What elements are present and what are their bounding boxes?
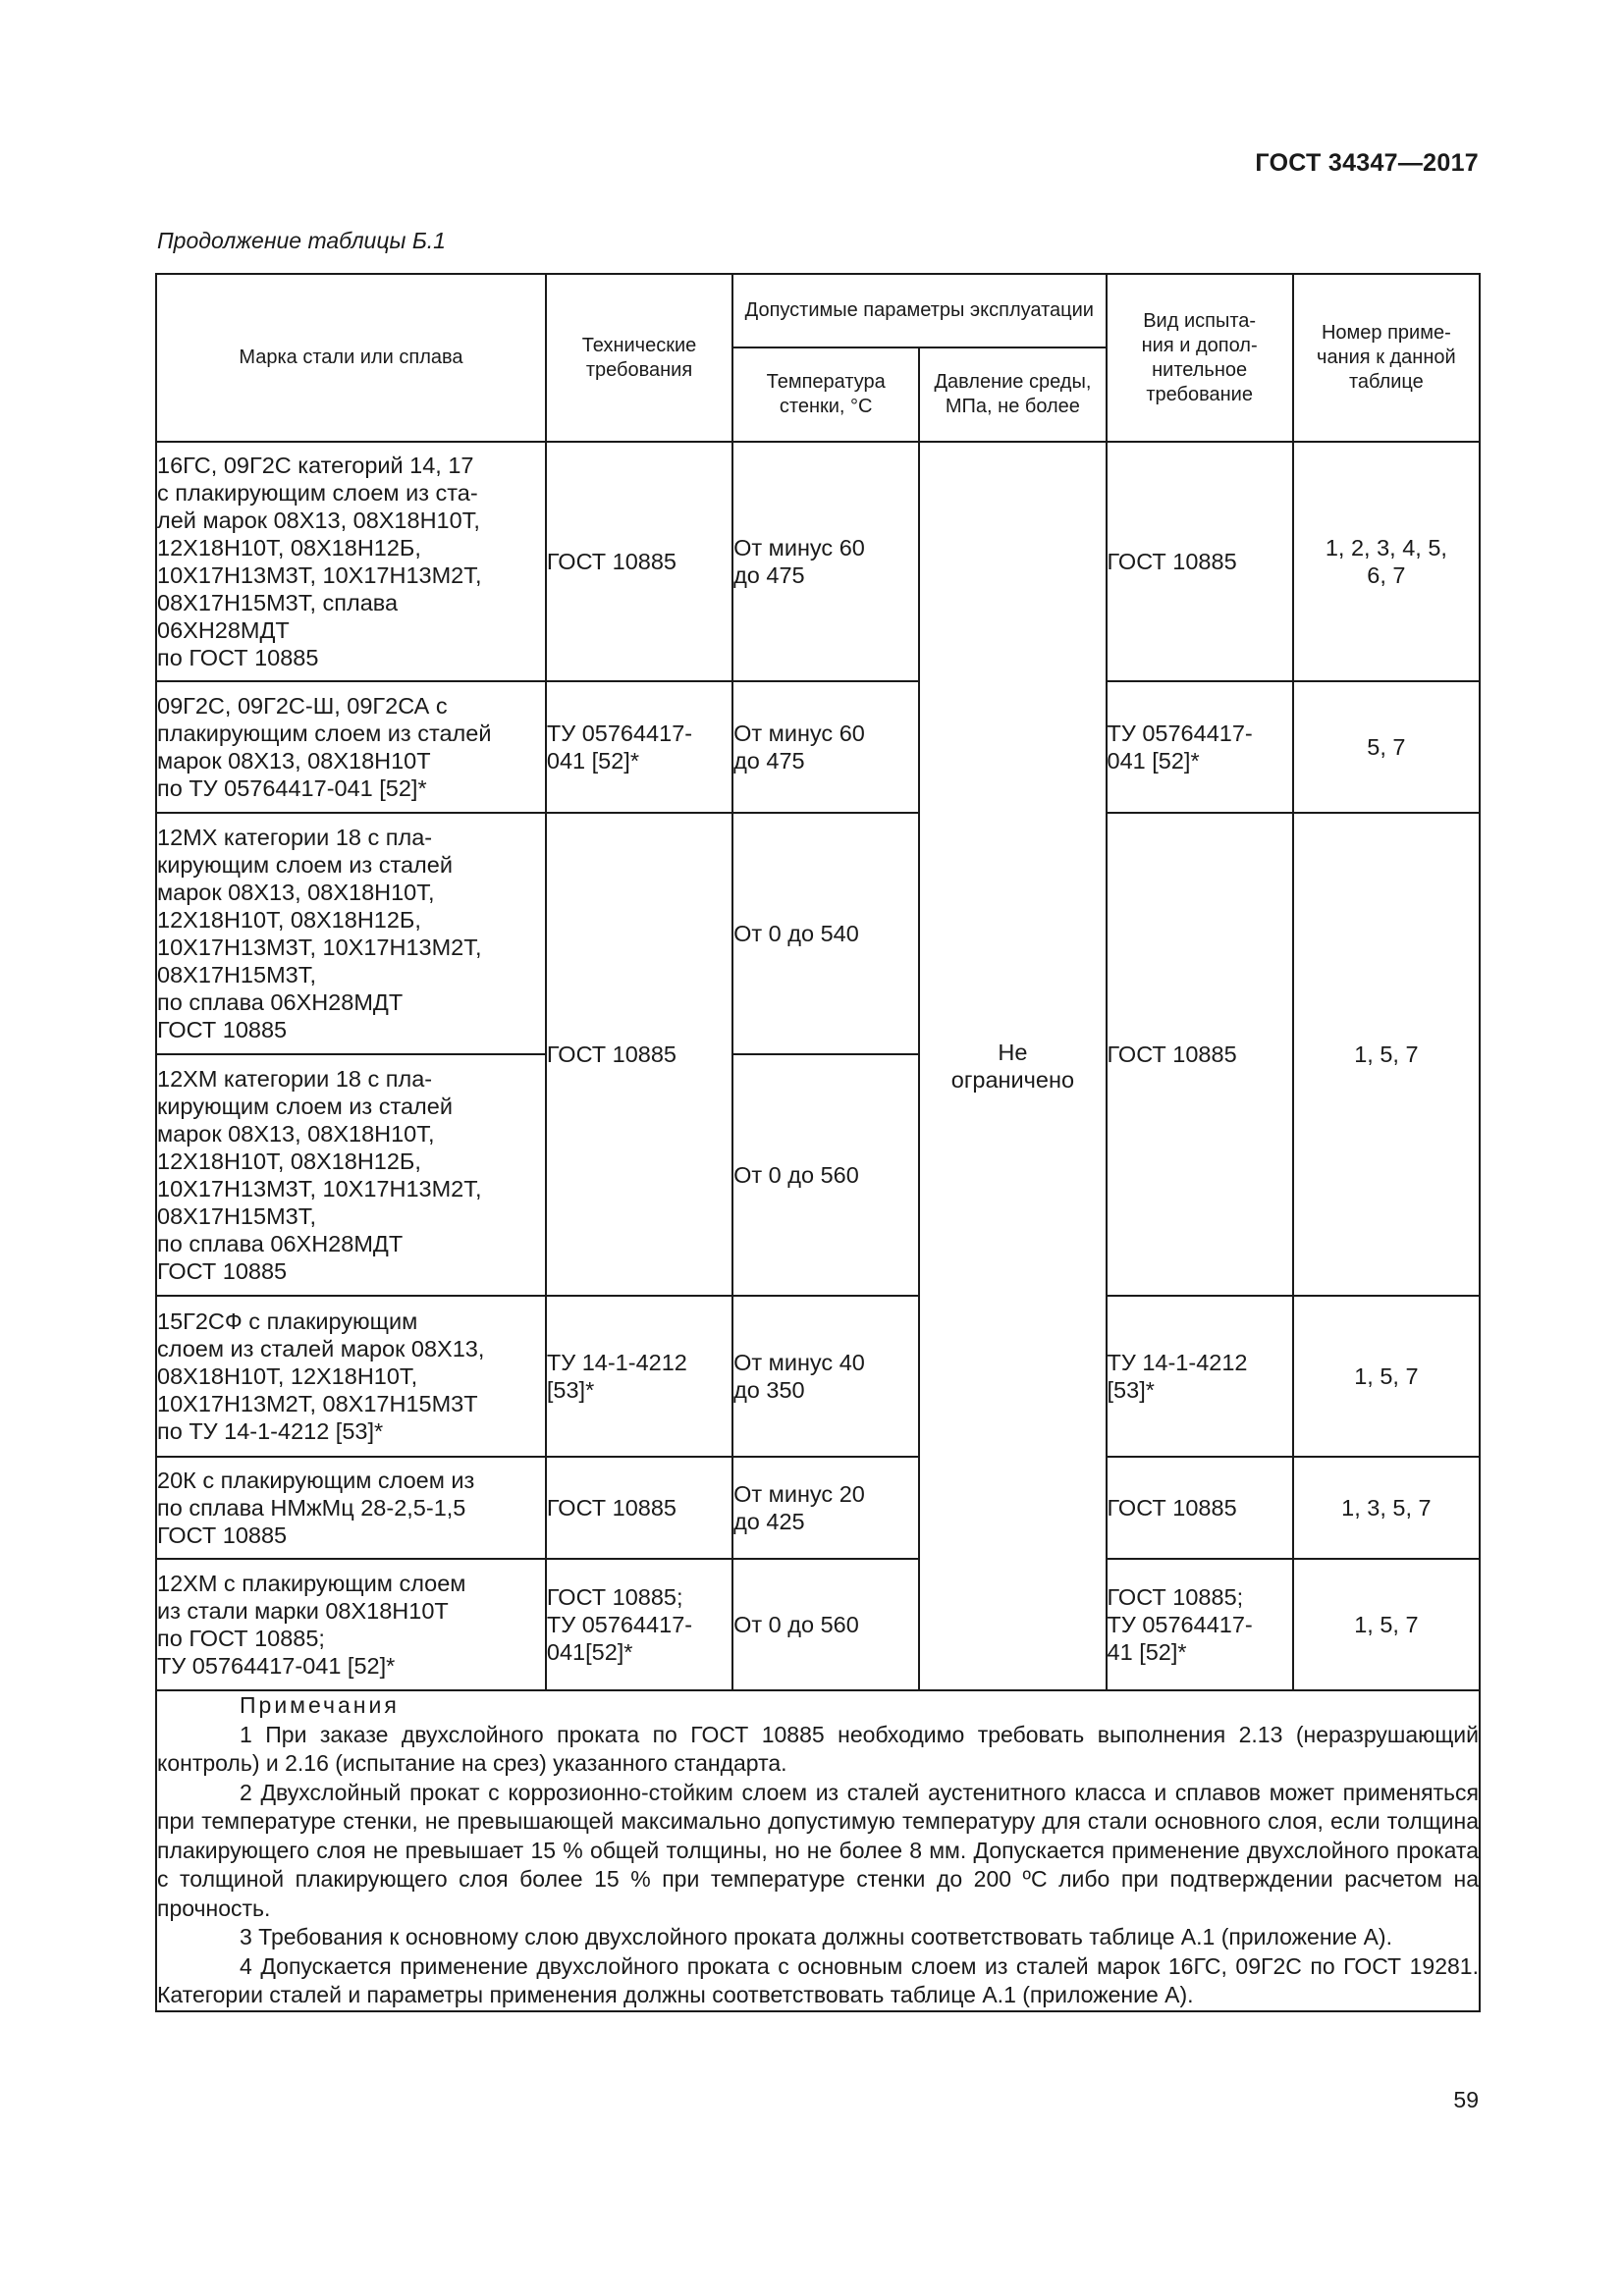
cell-note: 5, 7 <box>1293 681 1480 813</box>
cell-temp: От 0 до 560 <box>732 1054 919 1296</box>
table-row <box>156 442 1480 681</box>
notes-row <box>156 1690 1480 2011</box>
page-number: 59 <box>1453 2087 1479 2112</box>
col-header-params: Допустимые параметры эксплуатации <box>732 274 1106 347</box>
cell-tech: ТУ 05764417- 041 [52]* <box>546 681 732 813</box>
table-caption: Продолжение таблицы Б.1 <box>157 228 446 253</box>
col-header-tech: Технические требования <box>546 274 732 442</box>
note-item: 1 При заказе двухслойного проката по ГОСТ 10885 необходимо требовать выполнения 2.13 (неразрушающий контроль) и 2.16 (испытание на срез) указанного стандарта. <box>157 1721 1479 1776</box>
cell-tech: ГОСТ 10885; ТУ 05764417- 041[52]* <box>546 1559 732 1690</box>
notes-cell <box>156 1690 1480 2011</box>
col-header-note: Номер приме- чания к данной таблице <box>1293 274 1480 442</box>
table-row <box>156 1296 1480 1457</box>
cell-test: ГОСТ 10885 <box>1107 1457 1293 1559</box>
cell-grade: 20К с плакирующим слоем из по сплава НМжМц 28-2,5-1,5 ГОСТ 10885 <box>156 1457 546 1559</box>
note-item: 3 Требования к основному слою двухслойного проката должны соответствовать таблице А.1 (приложение А). <box>240 1924 1392 1949</box>
cell-temp: От минус 60 до 475 <box>732 442 919 681</box>
cell-note: 1, 3, 5, 7 <box>1293 1457 1480 1559</box>
cell-grade: 12МХ категории 18 с пла- кирующим слоем из сталей марок 08Х13, 08Х18Н10Т, 12Х18Н10Т, 08Х18Н12Б, 10Х17Н13М3Т, 10Х17Н13М2Т, 08Х17Н15М3Т, по сплава 06ХН28МДТ ГОСТ 10885 <box>156 813 546 1054</box>
cell-note: 1, 2, 3, 4, 5, 6, 7 <box>1293 442 1480 681</box>
notes-title: Примечания <box>240 1692 400 1718</box>
table-row <box>156 681 1480 813</box>
cell-grade: 09Г2С, 09Г2С-Ш, 09Г2СА с плакирующим слоем из сталей марок 08Х13, 08Х18Н10Т по ТУ 05764417-041 [52]* <box>156 681 546 813</box>
cell-temp: От минус 60 до 475 <box>732 681 919 813</box>
cell-test: ТУ 05764417- 041 [52]* <box>1107 681 1293 813</box>
cell-note: 1, 5, 7 <box>1293 1296 1480 1457</box>
cell-test: ГОСТ 10885 <box>1107 442 1293 681</box>
cell-tech-merged: ГОСТ 10885 <box>546 813 732 1296</box>
cell-test-merged: ГОСТ 10885 <box>1107 813 1293 1296</box>
table-row <box>156 1457 1480 1559</box>
col-header-pressure: Давление среды, МПа, не более <box>919 347 1106 442</box>
note-item: 2 Двухслойный прокат с коррозионно-стойким слоем из сталей аустенитного класса и сплавов может применяться при температуре стенки, не превышающей максимально допустимую температуру для стали основного слоя, если толщина плакирующего слоя не превышает 15 % общей толщины, но не более 8 мм. Допускается применение двухслойного проката с толщиной плакирующего слоя более 15 % при температуре стенки до 200 ºС либо при подтверждении расчетом на прочность. <box>157 1779 1479 1921</box>
cell-temp: От 0 до 540 <box>732 813 919 1054</box>
cell-grade: 16ГС, 09Г2С категорий 14, 17 с плакирующим слоем из ста- лей марок 08Х13, 08Х18Н10Т, 12Х18Н10Т, 08Х18Н12Б, 10Х17Н13М3Т, 10Х17Н13М2Т, 08Х17Н15М3Т, сплава 06ХН28МДТ по ГОСТ 10885 <box>156 442 546 681</box>
cell-test: ТУ 14-1-4212 [53]* <box>1107 1296 1293 1457</box>
cell-tech: ГОСТ 10885 <box>546 442 732 681</box>
cell-tech: ГОСТ 10885 <box>546 1457 732 1559</box>
cell-grade: 12ХМ с плакирующим слоем из стали марки 08Х18Н10Т по ГОСТ 10885; ТУ 05764417-041 [52]* <box>156 1559 546 1690</box>
steel-grades-table <box>155 273 1481 2012</box>
cell-grade: 12ХМ категории 18 с пла- кирующим слоем из сталей марок 08Х13, 08Х18Н10Т, 12Х18Н10Т, 08Х18Н12Б, 10Х17Н13М3Т, 10Х17Н13М2Т, 08Х17Н15М3Т, по сплава 06ХН28МДТ ГОСТ 10885 <box>156 1054 546 1296</box>
cell-temp: От минус 40 до 350 <box>732 1296 919 1457</box>
col-header-test: Вид испыта- ния и допол- нительное требование <box>1107 274 1293 442</box>
cell-tech: ТУ 14-1-4212 [53]* <box>546 1296 732 1457</box>
cell-note-merged: 1, 5, 7 <box>1293 813 1480 1296</box>
document-id: ГОСТ 34347—2017 <box>1255 149 1479 177</box>
table-row <box>156 1559 1480 1690</box>
col-header-grade: Марка стали или сплава <box>156 274 546 442</box>
table-row <box>156 813 1480 1054</box>
cell-test: ГОСТ 10885; ТУ 05764417- 41 [52]* <box>1107 1559 1293 1690</box>
note-item: 4 Допускается применение двухслойного проката с основным слоем из сталей марок 16ГС, 09Г2С по ГОСТ 19281. Категории сталей и параметры применения должны соответствовать таблице А.1 (приложение А). <box>157 1952 1479 2007</box>
cell-temp: От минус 20 до 425 <box>732 1457 919 1559</box>
cell-note: 1, 5, 7 <box>1293 1559 1480 1690</box>
col-header-temp: Температура стенки, °С <box>732 347 919 442</box>
cell-pressure-merged: Не ограничено <box>919 442 1106 1690</box>
cell-temp: От 0 до 560 <box>732 1559 919 1690</box>
cell-grade: 15Г2СФ с плакирующим слоем из сталей марок 08Х13, 08Х18Н10Т, 12Х18Н10Т, 10Х17Н13М2Т, 08Х17Н15М3Т по ТУ 14-1-4212 [53]* <box>156 1296 546 1457</box>
